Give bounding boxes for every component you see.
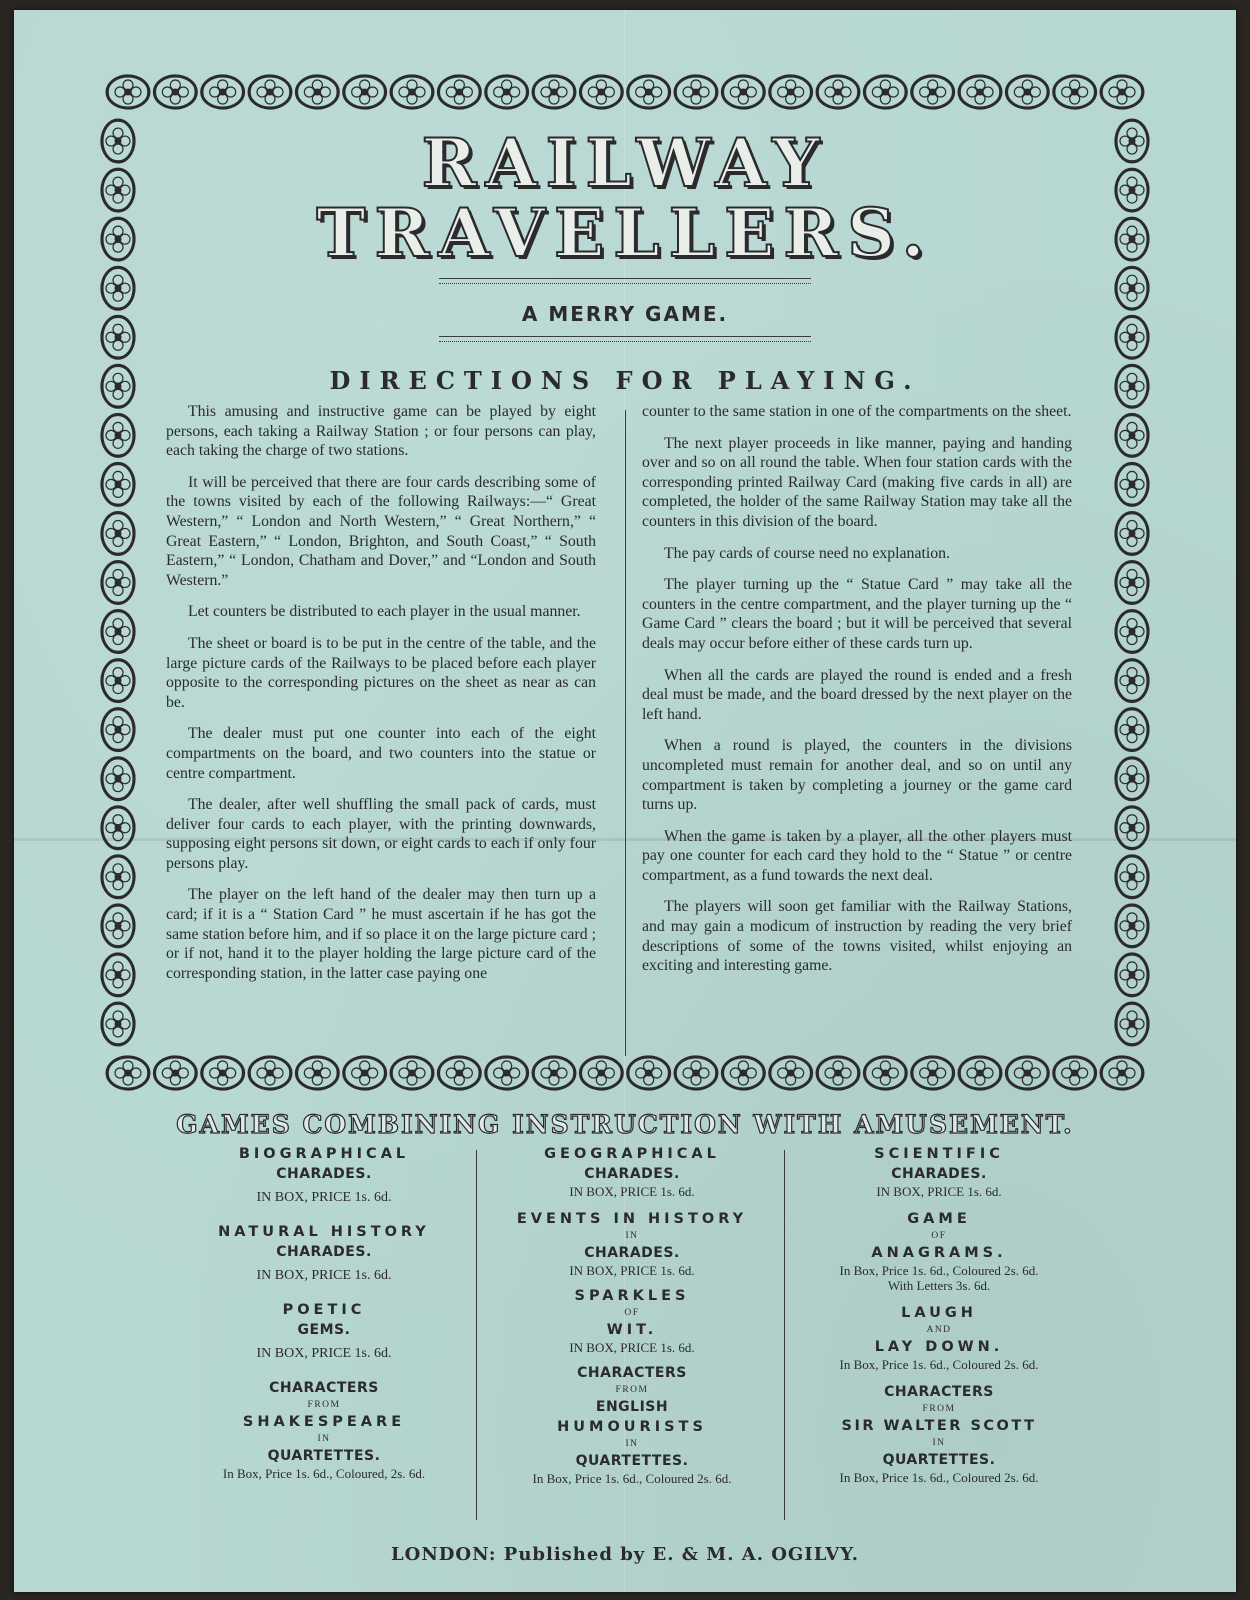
border-ornament xyxy=(959,75,1001,109)
directions-continuation: counter to the same station in one of the compartments on the sheet. xyxy=(642,403,1072,420)
border-ornament xyxy=(249,1056,291,1090)
border-ornament xyxy=(101,709,135,751)
border-ornament xyxy=(154,1056,196,1090)
border-ornament xyxy=(101,856,135,898)
border-ornament xyxy=(533,1056,575,1090)
border-ornament xyxy=(101,1003,135,1045)
directions-paragraph: The player turning up the “ Statue Card ” may take all the counters in the centre compartment, and the player turning up the “ Game Card ” clears the board ; but it will be perceived that several deals may occur before either of these cards turn up. xyxy=(642,576,1072,652)
border-ornament xyxy=(1115,512,1149,554)
border-ornament xyxy=(1115,856,1149,898)
directions-paragraph: When all the cards are played the round is ended and a fresh deal must be made, and the board dressed by the next player on the left hand. xyxy=(642,666,1072,723)
border-ornament xyxy=(770,75,812,109)
directions-paragraph: The sheet or board is to be put in the centre of the table, and the large picture cards of the Railways to be placed before each player opposite to the corresponding pictures on the sheet as near as can be. xyxy=(166,634,596,711)
directions-paragraph: The pay cards of course need no explanation. xyxy=(664,544,950,562)
game-entry xyxy=(789,1209,1089,1293)
border-ornament xyxy=(202,75,244,109)
game-price: IN BOX, PRICE 1s. 6d. xyxy=(256,1268,392,1283)
directions-right-column xyxy=(642,402,1072,988)
game-name: CHARADES. xyxy=(276,1244,372,1260)
border-ornament xyxy=(438,75,480,109)
border-ornament xyxy=(912,75,954,109)
game-entry xyxy=(789,1144,1089,1199)
game-entry xyxy=(789,1303,1089,1372)
games-middle-column xyxy=(482,1144,782,1500)
border-ornament xyxy=(391,75,433,109)
game-price: In Box, Price 1s. 6d., Coloured, 2s. 6d. xyxy=(222,1466,426,1481)
border-ornament xyxy=(101,512,135,554)
game-connector: OF xyxy=(931,1231,947,1241)
game-name: CHARADES. xyxy=(891,1166,987,1182)
border-ornament xyxy=(1115,709,1149,751)
border-ornament xyxy=(533,75,575,109)
game-name: ANAGRAMS. xyxy=(871,1245,1007,1261)
border-ornament xyxy=(101,807,135,849)
directions-paragraph: The players will soon get familiar with the Railway Stations, and may gain a modicum of instruction by reading the very brief descriptions of some of the towns visited, whilst enjoying an exciting and interesting game. xyxy=(642,898,1072,975)
game-connector: IN xyxy=(317,1434,331,1444)
top-rule xyxy=(439,278,811,284)
border-ornament xyxy=(1115,807,1149,849)
border-ornament xyxy=(628,1056,670,1090)
border-ornament xyxy=(864,1056,906,1090)
subtitle: A MERRY GAME. xyxy=(521,302,729,326)
game-entry xyxy=(482,1363,782,1486)
directions-paragraph: When the game is taken by a player, all the other players must pay one counter for each card they hold to the “ Statue ” or centre compartment, as a fund towards the next deal. xyxy=(642,827,1072,884)
border-ornament xyxy=(1115,954,1149,996)
border-ornament xyxy=(628,75,670,109)
game-entry xyxy=(482,1209,782,1278)
game-name: CHARADES. xyxy=(584,1166,680,1182)
game-name: POETIC xyxy=(282,1302,366,1318)
border-ornament xyxy=(1115,463,1149,505)
border-ornament xyxy=(296,1056,338,1090)
game-name: QUARTETTES. xyxy=(575,1453,689,1469)
title-travellers: TRAVELLERS. xyxy=(316,194,934,272)
game-price: IN BOX, PRICE 1s. 6d. xyxy=(876,1184,1002,1199)
border-ornament xyxy=(770,1056,812,1090)
border-ornament xyxy=(344,1056,386,1090)
border-ornament xyxy=(1115,562,1149,604)
game-price: With Letters 3s. 6d. xyxy=(887,1278,991,1293)
border-ornament xyxy=(101,562,135,604)
game-price: IN BOX, PRICE 1s. 6d. xyxy=(569,1184,695,1199)
game-connector: IN xyxy=(932,1438,946,1448)
title-railway: RAILWAY xyxy=(421,124,829,202)
game-connector: FROM xyxy=(307,1400,341,1410)
game-name: ENGLISH xyxy=(595,1399,669,1415)
broadside-sheet xyxy=(14,10,1236,1592)
border-ornament xyxy=(438,1056,480,1090)
directions-paragraph: It will be perceived that there are four cards describing some of the towns visited by each of the following Railways:—“ Great Western,” “ London and North Western,” “ Great Northern,” “ Great Eastern,” “ London, Brighton, and South Coast,” “ South Eastern,” “ London, Chatham and Dover,” and “London and South Western.” xyxy=(166,473,596,589)
game-connector: FROM xyxy=(922,1404,956,1414)
game-name: BIOGRAPHICAL xyxy=(238,1146,410,1162)
border-ornament xyxy=(675,75,717,109)
border-ornament xyxy=(101,611,135,653)
games-left-column xyxy=(174,1144,474,1495)
game-name: CHARACTERS xyxy=(884,1384,994,1400)
game-entry xyxy=(789,1382,1089,1485)
directions-paragraph: The dealer must put one counter into each of the eight compartments on the board, and two counters into the statue or centre compartment. xyxy=(166,725,596,782)
border-ornament xyxy=(296,75,338,109)
game-entry xyxy=(174,1300,474,1364)
border-ornament xyxy=(391,1056,433,1090)
border-ornament xyxy=(1006,1056,1048,1090)
border-ornament xyxy=(580,1056,622,1090)
game-connector: IN xyxy=(625,1439,639,1449)
border-ornament xyxy=(1115,414,1149,456)
border-ornament xyxy=(1115,611,1149,653)
game-price: IN BOX, PRICE 1s. 6d. xyxy=(569,1263,695,1278)
game-name: CHARACTERS xyxy=(269,1380,379,1396)
border-ornament xyxy=(202,1056,244,1090)
game-price: In Box, Price 1s. 6d., Coloured 2s. 6d. xyxy=(839,1357,1039,1372)
border-ornament xyxy=(101,463,135,505)
border-ornament xyxy=(722,75,764,109)
directions-paragraph: The dealer, after well shuffling the small pack of cards, must deliver four cards to each player, with the printing downwards, supposing eight persons sit down, or eight cards to each if only four persons play. xyxy=(166,796,596,872)
column-divider xyxy=(625,410,626,1056)
border-ornament xyxy=(1054,75,1096,109)
game-price: IN BOX, PRICE 1s. 6d. xyxy=(569,1340,695,1355)
border-ornament xyxy=(959,1056,1001,1090)
game-name: QUARTETTES. xyxy=(882,1452,996,1468)
border-ornament xyxy=(722,1056,764,1090)
border-ornament xyxy=(864,75,906,109)
directions-paragraph: The player on the left hand of the dealer may then turn up a card; if it is a “ Station Card ” he must ascertain if he has got the same station before him, and if so place it on the large picture card ; or if not, hand it to the player holding the large picture card of the corresponding station, in the latter case paying one xyxy=(166,886,596,982)
games-heading: GAMES COMBINING INSTRUCTION WITH AMUSEMENT. xyxy=(176,1110,1074,1139)
border-ornament xyxy=(1115,905,1149,947)
border-ornament xyxy=(154,75,196,109)
directions-paragraph: This amusing and instructive game can be played by eight persons, each taking a Railway Station ; or four persons can play, each taking the charge of two stations. xyxy=(166,403,596,460)
game-name: LAUGH xyxy=(901,1305,977,1321)
game-name: SIR WALTER SCOTT xyxy=(841,1418,1037,1434)
game-price: In Box, Price 1s. 6d., Coloured 2s. 6d. xyxy=(839,1263,1039,1278)
game-connector: AND xyxy=(926,1325,952,1335)
border-ornament xyxy=(1115,758,1149,800)
border-ornament xyxy=(1101,1056,1143,1090)
game-price: IN BOX, PRICE 1s. 6d. xyxy=(256,1346,392,1361)
game-price: In Box, Price 1s. 6d., Coloured 2s. 6d. xyxy=(839,1470,1039,1485)
directions-paragraph: The next player proceeds in like manner, paying and handing over and so on all round the table. When four station cards with the corresponding printed Railway Card (making five cards in all) are completed, the holder of the same Railway Station may take all the counters in this division of the board. xyxy=(642,434,1072,530)
border-ornament xyxy=(107,75,149,109)
border-ornament xyxy=(101,414,135,456)
border-ornament xyxy=(817,1056,859,1090)
border-ornament xyxy=(101,954,135,996)
game-name: EVENTS IN HISTORY xyxy=(516,1211,748,1227)
game-connector: IN xyxy=(625,1231,639,1241)
game-price: In Box, Price 1s. 6d., Coloured 2s. 6d. xyxy=(532,1471,732,1486)
game-connector: FROM xyxy=(615,1385,649,1395)
game-name: CHARADES. xyxy=(584,1245,680,1261)
border-ornament xyxy=(912,1056,954,1090)
games-right-column xyxy=(789,1144,1089,1499)
game-name: HUMOURISTS xyxy=(557,1419,707,1435)
game-name: LAY DOWN. xyxy=(874,1339,1004,1355)
game-entry xyxy=(174,1144,474,1208)
directions-paragraph: Let counters be distributed to each player in the usual manner. xyxy=(188,603,581,621)
border-ornament xyxy=(1101,75,1143,109)
directions-heading: DIRECTIONS FOR PLAYING. xyxy=(329,366,921,395)
border-ornament xyxy=(344,75,386,109)
game-name: SPARKLES xyxy=(574,1288,690,1304)
border-ornament xyxy=(107,1056,149,1090)
border-ornament xyxy=(580,75,622,109)
border-ornament xyxy=(101,660,135,702)
border-ornament xyxy=(675,1056,717,1090)
game-name: GEOGRAPHICAL xyxy=(544,1146,720,1162)
border-ornament xyxy=(1115,1003,1149,1045)
game-entry xyxy=(174,1378,474,1481)
game-name: WIT. xyxy=(606,1322,658,1338)
border-ornament xyxy=(101,905,135,947)
border-ornament xyxy=(1115,660,1149,702)
border-ornament xyxy=(1006,75,1048,109)
games-divider-right xyxy=(784,1150,785,1520)
game-name: CHARADES. xyxy=(276,1166,372,1182)
game-name: SHAKESPEARE xyxy=(242,1414,406,1430)
border-ornament xyxy=(1054,1056,1096,1090)
game-connector: OF xyxy=(624,1308,640,1318)
game-name: CHARACTERS xyxy=(577,1365,687,1381)
game-name: GAME xyxy=(907,1211,971,1227)
game-entry xyxy=(482,1144,782,1199)
games-divider-left xyxy=(476,1150,477,1520)
border-ornament xyxy=(101,758,135,800)
game-entry xyxy=(174,1222,474,1286)
border-ornament xyxy=(486,1056,528,1090)
publisher-footer: LONDON: Published by E. & M. A. OGILVY. xyxy=(390,1544,859,1565)
game-name: QUARTETTES. xyxy=(267,1448,381,1464)
bottom-rule xyxy=(439,336,811,342)
game-name: SCIENTIFIC xyxy=(874,1146,1004,1162)
border-ornament xyxy=(249,75,291,109)
game-price: IN BOX, PRICE 1s. 6d. xyxy=(256,1190,392,1205)
directions-left-column xyxy=(166,402,596,995)
game-entry xyxy=(482,1286,782,1355)
game-name: NATURAL HISTORY xyxy=(218,1224,430,1240)
border-ornament xyxy=(817,75,859,109)
directions-paragraph: When a round is played, the counters in the divisions uncompleted must remain for another deal, and so on until any compartment is taken by completing a journey or the game card turns up. xyxy=(642,737,1072,814)
border-ornament xyxy=(486,75,528,109)
game-name: GEMS. xyxy=(297,1322,351,1338)
